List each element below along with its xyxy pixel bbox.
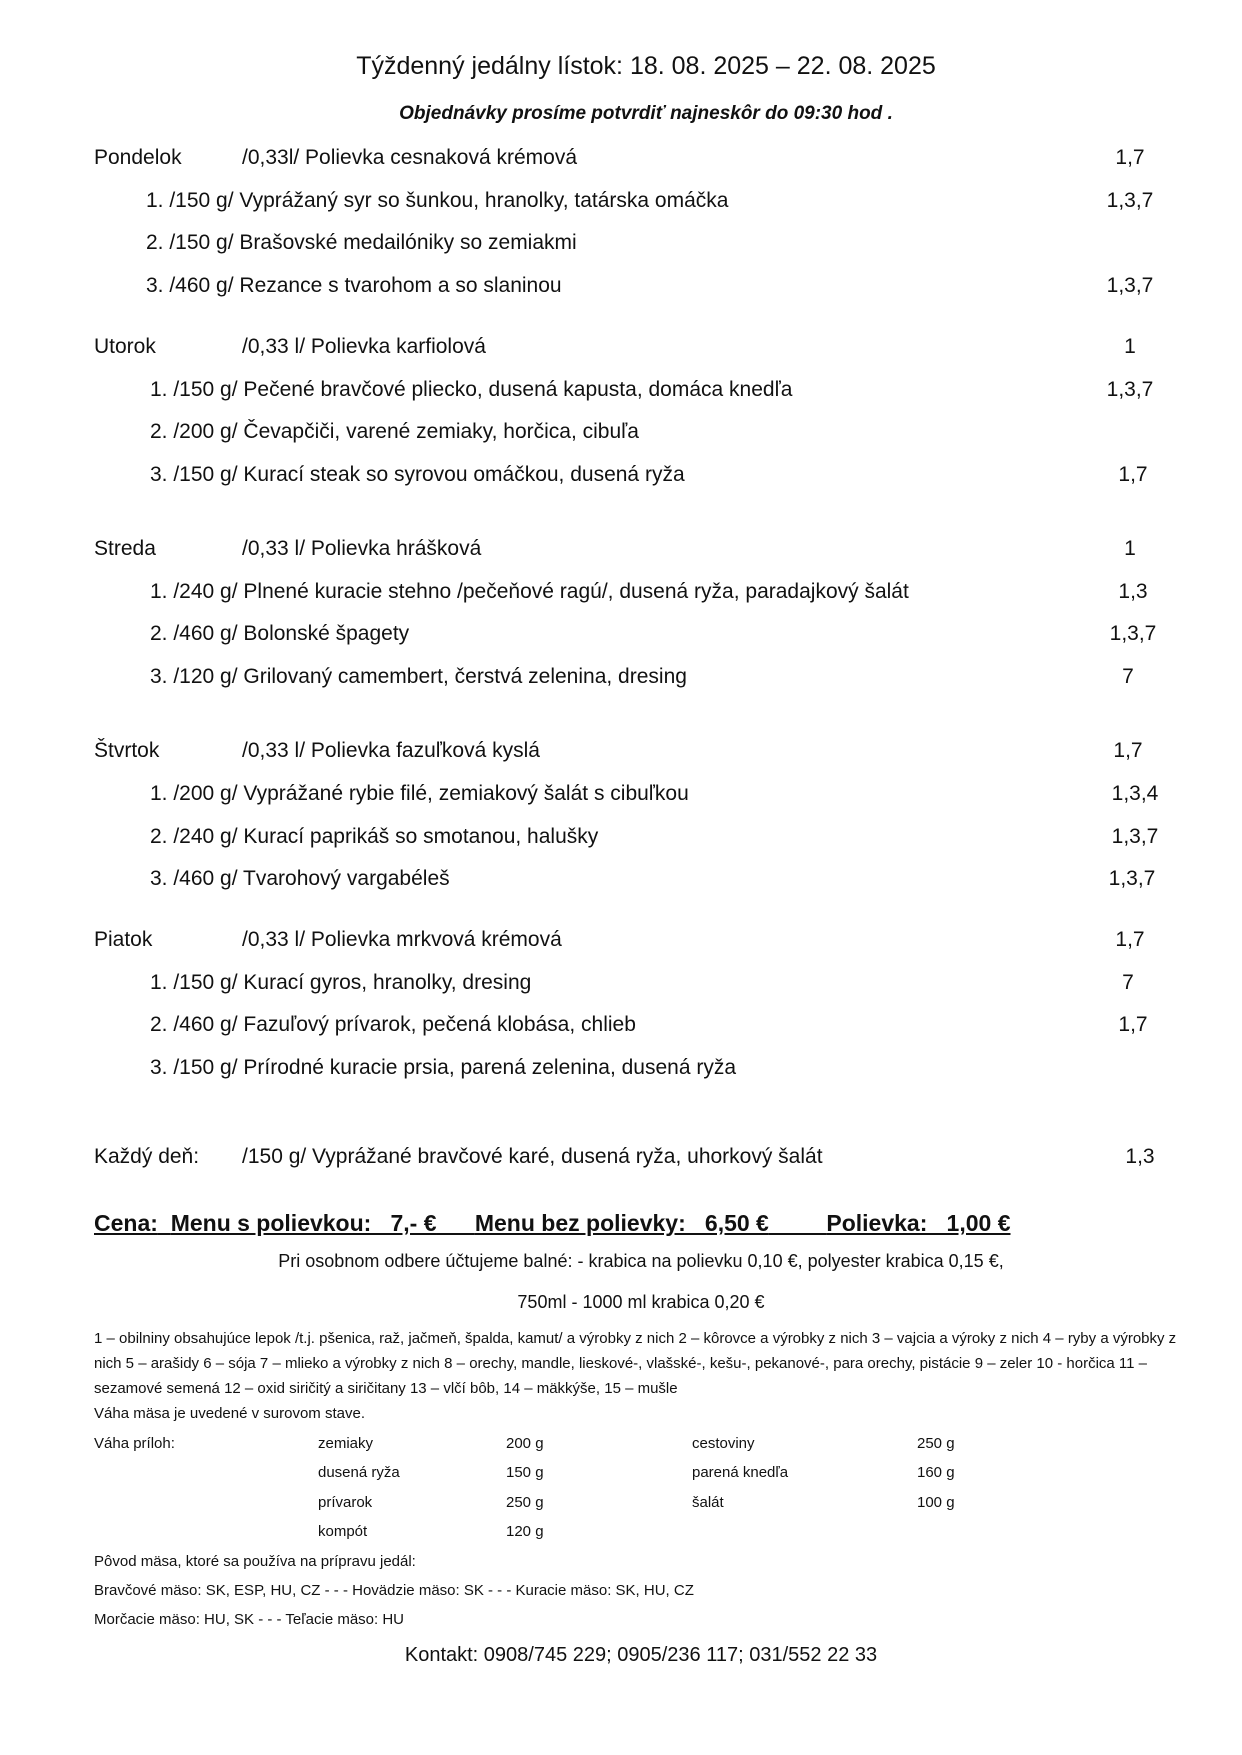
packaging-note: Pri osobnom odbere účtujeme balné: - krabica na polievku 0,10 €, polyester krabica 0,15 €, xyxy=(278,1251,1004,1271)
side-weight: 250 g xyxy=(917,1435,955,1452)
soup-allergens: 1 xyxy=(1124,537,1136,560)
side-name: kompót xyxy=(318,1523,368,1540)
side-weight: 100 g xyxy=(917,1494,955,1511)
item-allergens: 1,3,7 xyxy=(1111,825,1159,848)
soup: /0,33 l/ Polievka hrášková xyxy=(242,537,482,560)
price-label: Cena: xyxy=(94,1210,158,1236)
day-label: Streda xyxy=(94,537,156,560)
order-deadline-note: Objednávky prosíme potvrdiť najneskôr do 09:30 hod . xyxy=(399,103,893,124)
meat-weight-note: Váha mäsa je uvedené v surovom stave. xyxy=(94,1405,365,1422)
menu-item: 2. /460 g/ Fazuľový prívarok, pečená klobása, chlieb xyxy=(150,1013,636,1036)
menu-item: 3. /150 g/ Prírodné kuracie prsia, parená zelenina, dusená ryža xyxy=(150,1056,737,1079)
side-name: zemiaky xyxy=(318,1435,374,1452)
menu-item: 2. /240 g/ Kurací paprikáš so smotanou, halušky xyxy=(150,825,599,848)
soup-allergens: 1,7 xyxy=(1115,146,1145,169)
item-allergens: 1,3,7 xyxy=(1106,189,1154,212)
item-allergens: 1,3,7 xyxy=(1108,867,1156,890)
item-allergens: 1,3,7 xyxy=(1109,622,1157,645)
menu-item: 2. /150 g/ Brašovské medailóniky so zemiakmi xyxy=(146,231,577,254)
soup: /0,33 l/ Polievka karfiolová xyxy=(242,335,486,358)
side-name: šalát xyxy=(692,1494,724,1511)
price-without-soup: Menu bez polievky: 6,50 € xyxy=(474,1210,769,1236)
item-allergens: 1,7 xyxy=(1118,463,1148,486)
item-allergens: 1,3,7 xyxy=(1106,274,1154,297)
side-name: prívarok xyxy=(318,1494,373,1511)
menu-item: 1. /150 g/ Vyprážaný syr so šunkou, hranolky, tatárska omáčka xyxy=(146,189,729,212)
everyday-label: Každý deň: xyxy=(94,1145,200,1168)
menu-item: 2. /460 g/ Bolonské špagety xyxy=(150,622,410,645)
packaging-note-2: 750ml - 1000 ml krabica 0,20 € xyxy=(517,1292,765,1312)
side-name: dusená ryža xyxy=(318,1464,400,1481)
soup: /0,33 l/ Polievka mrkvová krémová xyxy=(242,928,562,951)
soup-allergens: 1,7 xyxy=(1113,739,1143,762)
page-title: Týždenný jedálny lístok: 18. 08. 2025 – 22. 08. 2025 xyxy=(356,52,936,80)
menu-item: 1. /150 g/ Pečené bravčové pliecko, dusená kapusta, domáca knedľa xyxy=(150,378,793,401)
everyday-item: /150 g/ Vyprážané bravčové karé, dusená ryža, uhorkový šalát xyxy=(242,1145,823,1168)
soup-allergens: 1 xyxy=(1124,335,1136,358)
menu-item: 1. /240 g/ Plnené kuracie stehno /pečeňové ragú/, dusená ryža, paradajkový šalát xyxy=(150,580,909,603)
soup: /0,33 l/ Polievka fazuľková kyslá xyxy=(242,739,540,762)
side-weight: 150 g xyxy=(506,1464,544,1481)
day-label: Utorok xyxy=(94,335,156,358)
everyday-allergens: 1,3 xyxy=(1125,1145,1155,1168)
item-allergens: 1,3 xyxy=(1118,580,1148,603)
meat-origin-line: Bravčové mäso: SK, ESP, HU, CZ - - - Hovädzie mäso: SK - - - Kuracie mäso: SK, HU, CZ xyxy=(94,1582,694,1599)
menu-item: 3. /150 g/ Kurací steak so syrovou omáčkou, dusená ryža xyxy=(150,463,685,486)
menu-item: 3. /460 g/ Tvarohový vargabéleš xyxy=(150,867,450,890)
side-name: parená knedľa xyxy=(692,1464,789,1481)
day-label: Štvrtok xyxy=(94,739,160,762)
item-allergens: 1,3,4 xyxy=(1111,782,1159,805)
item-allergens: 7 xyxy=(1122,971,1134,994)
contact-phones: Kontakt: 0908/745 229; 0905/236 117; 031/552 22 33 xyxy=(404,1644,878,1666)
price-soup: Polievka: 1,00 € xyxy=(826,1210,1011,1236)
side-weight: 250 g xyxy=(506,1494,544,1511)
menu-item: 1. /200 g/ Vyprážané rybie filé, zemiakový šalát s cibuľkou xyxy=(150,782,689,805)
day-label: Piatok xyxy=(94,928,153,951)
sides-label: Váha príloh: xyxy=(94,1435,175,1452)
item-allergens: 1,3,7 xyxy=(1106,378,1154,401)
day-label: Pondelok xyxy=(94,146,182,169)
allergens-legend: 1 – obilniny obsahujúce lepok /t.j. pšenica, raž, jačmeň, špalda, kamut/ a výrobky z nich 2 – kôrovce a výrobky z nich 3 – vajcia a výroky z nich 4 – ryby a výrobky z nich 5 – arašidy 6 – sója 7 – mlieko a výrobky z nich 8 – orechy, mandle, lieskové-, vlašské-, kešu-, pekanové-, para orechy, pistácie 9 – zeler 10 - horčica 11 – sezamové semená 12 – oxid siričitý a siričitany 13 – vlčí bôb, 14 – mäkkýše, 15 – mušle xyxy=(94,1330,1177,1397)
side-weight: 120 g xyxy=(506,1523,544,1540)
soup-allergens: 1,7 xyxy=(1115,928,1145,951)
item-allergens: 7 xyxy=(1122,665,1134,688)
menu-item: 3. /120 g/ Grilovaný camembert, čerstvá zelenina, dresing xyxy=(150,665,687,688)
item-allergens: 1,7 xyxy=(1118,1013,1148,1036)
price-line xyxy=(94,1210,1011,1237)
price-with-soup: Menu s polievkou: 7,- € xyxy=(170,1210,437,1236)
meat-origin-heading: Pôvod mäsa, ktoré sa používa na prípravu jedál: xyxy=(94,1553,416,1570)
side-name: cestoviny xyxy=(692,1435,755,1452)
menu-item: 3. /460 g/ Rezance s tvarohom a so slaninou xyxy=(146,274,562,297)
side-weight: 160 g xyxy=(917,1464,955,1481)
side-weight: 200 g xyxy=(506,1435,544,1452)
menu-item: 2. /200 g/ Čevapčiči, varené zemiaky, horčica, cibuľa xyxy=(150,420,639,443)
meat-origin-line: Morčacie mäso: HU, SK - - - Teľacie mäso: HU xyxy=(94,1611,405,1628)
menu-item: 1. /150 g/ Kurací gyros, hranolky, dresing xyxy=(150,971,532,994)
soup: /0,33l/ Polievka cesnaková krémová xyxy=(242,146,578,169)
